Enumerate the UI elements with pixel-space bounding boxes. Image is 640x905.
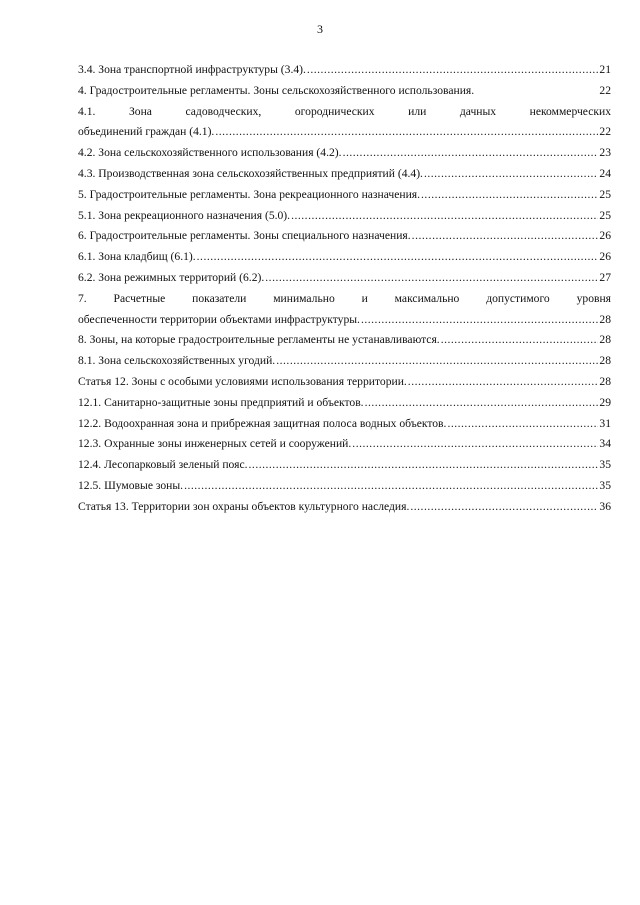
toc-entry [78,289,611,331]
toc-entry-title: 4.2. Зона сельскохозяйственного использования (4.2). [78,146,342,160]
toc-entry-page: 27 [599,270,611,284]
dot-leader [365,393,599,414]
dot-leader [361,310,598,331]
toc-entry-title: Статья 13. Территории зон охраны объектов культурного наследия. [78,499,410,513]
toc-entry-title: 8. Зоны, на которые градостроительные регламенты не устанавливаются. [78,333,440,347]
page-number: 3 [317,22,323,36]
toc-entry-page: 22 [599,125,611,139]
toc-entry-title: 5. Градостроительные регламенты. Зона рекреационного назначения. [78,187,421,201]
toc-entry-page: 28 [599,354,611,368]
toc-entry [78,372,611,393]
toc-entry [78,330,611,351]
dot-leader [276,351,598,372]
dot-leader [441,330,599,351]
toc-entry [78,226,611,247]
toc-entry [78,393,611,414]
dot-leader [307,60,598,81]
toc-entry-title: 12.5. Шумовые зоны. [78,478,184,492]
toc-entry [78,247,611,268]
toc-entry-page: 23 [599,146,611,160]
toc-entry [78,81,611,102]
dot-leader [249,455,599,476]
dot-leader [197,247,599,268]
dot-leader [408,372,599,393]
toc-entry [78,434,611,455]
dot-leader [343,143,599,164]
toc-entry-title: 4. Градостроительные регламенты. Зоны сельскохозяйственного использования. [78,83,475,97]
toc-entry-page: 22 [599,83,611,97]
toc-entry-title: 6.2. Зона режимных территорий (6.2). [78,270,265,284]
dot-leader [215,122,598,143]
toc-entry-page: 31 [599,416,611,430]
toc-entry-title: 4.3. Производственная зона сельскохозяйственных предприятий (4.4). [78,166,423,180]
toc-entry-title: 6.1. Зона кладбищ (6.1). [78,250,196,264]
toc-entry [78,185,611,206]
toc-entry-page: 26 [599,229,611,243]
dot-leader [410,497,598,518]
toc-entry-title: 8.1. Зона сельскохозяйственных угодий. [78,354,276,368]
toc-entry-page: 28 [599,333,611,347]
toc-entry-page: 26 [599,250,611,264]
toc-entry-title: 5.1. Зона рекреационного назначения (5.0). [78,208,291,222]
dot-leader [265,268,598,289]
dot-leader [352,434,598,455]
dot-leader [291,206,598,227]
toc-entry-title-line1: 7. Расчетные показатели минимально и максимально допустимого уровня [78,291,611,305]
toc-entry [78,268,611,289]
dot-leader [412,226,599,247]
toc-entry [78,455,611,476]
toc-entry-title: 12.3. Охранные зоны инженерных сетей и сооружений. [78,437,352,451]
toc-entry-title: Статья 12. Зоны с особыми условиями использования территории. [78,374,407,388]
toc-entry-page: 35 [599,478,611,492]
toc-entry-page: 24 [599,166,611,180]
toc-entry-page: 29 [599,395,611,409]
dot-leader [421,185,598,206]
toc-entry [78,414,611,435]
dot-leader [447,414,598,435]
toc-entry-page: 35 [599,458,611,472]
toc-entry-page: 25 [599,187,611,201]
toc-entry-title-line1: 4.1. Зона садоводческих, огороднических или дачных некоммерческих [78,104,611,118]
toc-entry-title: 12.2. Водоохранная зона и прибрежная защитная полоса водных объектов. [78,416,447,430]
toc-entry-title-line2: обеспеченности территории объектами инфраструктуры. [78,312,360,326]
toc-entry [78,497,611,518]
toc-entry [78,476,611,497]
table-of-contents [78,60,611,518]
toc-entry-title: 12.1. Санитарно-защитные зоны предприятий и объектов. [78,395,364,409]
toc-entry [78,60,611,81]
toc-entry-page: 28 [599,374,611,388]
toc-entry [78,102,611,144]
toc-entry-title: 12.4. Лесопарковый зеленый пояс. [78,458,248,472]
dot-leader [424,164,598,185]
toc-entry-title: 3.4. Зона транспортной инфраструктуры (3.4). [78,63,306,76]
toc-entry [78,164,611,185]
toc-entry-page: 34 [599,437,611,451]
dot-leader [184,476,598,497]
toc-entry-page: 28 [599,312,611,326]
toc-entry-title: 6. Градостроительные регламенты. Зоны специального назначения. [78,229,411,243]
toc-entry-page: 21 [599,63,611,76]
toc-entry-title-line2: объединений граждан (4.1). [78,125,215,139]
toc-entry-page: 25 [599,208,611,222]
toc-entry [78,206,611,227]
toc-entry [78,143,611,164]
toc-entry-page: 36 [599,499,611,513]
toc-entry [78,351,611,372]
